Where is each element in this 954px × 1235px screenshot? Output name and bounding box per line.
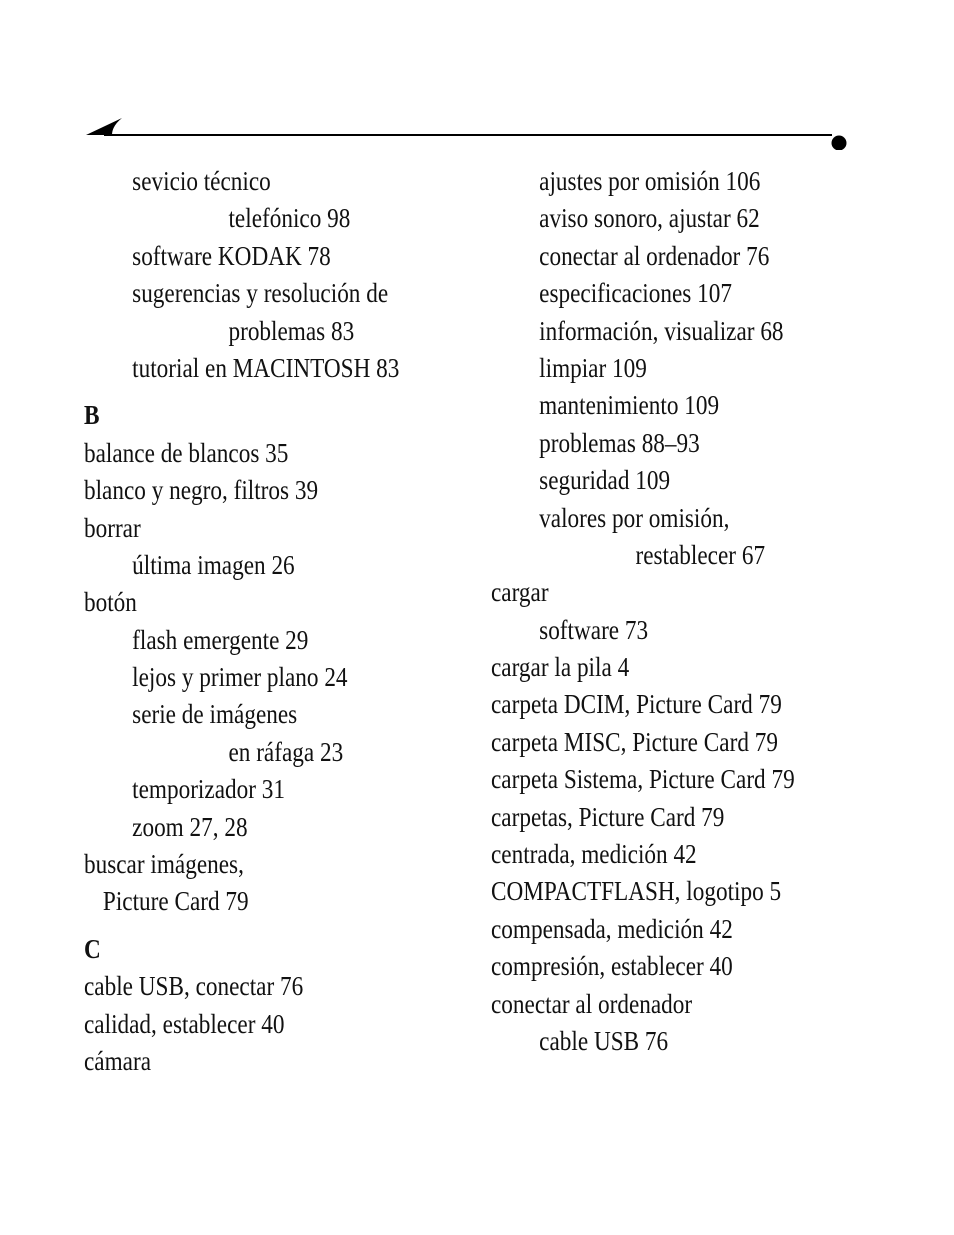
- index-entry: ajustes por omisión 106: [539, 166, 761, 196]
- index-entry: lejos y primer plano 24: [132, 662, 348, 693]
- index-entry: restablecer 67: [635, 539, 766, 570]
- index-entry: en ráfaga 23: [228, 736, 344, 767]
- header-rule: [82, 110, 852, 150]
- index-letter-heading: C: [84, 933, 101, 964]
- index-entry: borrar: [84, 512, 141, 543]
- index-entry: calidad, establecer 40: [84, 1008, 285, 1039]
- index-entry: última imagen 26: [132, 549, 295, 580]
- index-entry: COMPACTFLASH, logotipo 5: [491, 876, 782, 907]
- index-entry: problemas 88–93: [539, 427, 700, 458]
- index-entry: Picture Card 79: [102, 886, 249, 917]
- index-entry: flash emergente 29: [132, 624, 309, 655]
- index-entry: botón: [84, 587, 137, 618]
- index-entry: problemas 83: [228, 315, 355, 346]
- index-column-right: [491, 163, 871, 1060]
- index-entry: carpeta Sistema, Picture Card 79: [491, 764, 795, 795]
- index-entry: conectar al ordenador 76: [539, 240, 770, 271]
- index-entry: seguridad 109: [539, 465, 671, 496]
- index-entry: buscar imágenes,: [84, 849, 244, 880]
- index-entry: cable USB, conectar 76: [84, 971, 304, 1002]
- index-entry: compensada, medición 42: [491, 913, 733, 944]
- header-rule-graphic: [82, 110, 852, 150]
- index-entry: conectar al ordenador: [491, 988, 693, 1019]
- index-entry: sugerencias y resolución de: [132, 278, 389, 309]
- index-entry: blanco y negro, filtros 39: [84, 475, 319, 506]
- index-letter-heading: B: [84, 400, 100, 431]
- index-entry: serie de imágenes: [132, 699, 298, 730]
- index-entry: carpeta MISC, Picture Card 79: [491, 726, 778, 757]
- index-entry: tutorial en MACINTOSH 83: [132, 352, 400, 383]
- index-entry: limpiar 109: [539, 352, 647, 383]
- index-entry: sevicio técnico: [132, 166, 271, 196]
- index-entry: cargar la pila 4: [491, 652, 630, 683]
- index-entry: software KODAK 78: [132, 240, 331, 271]
- index-entry: zoom 27, 28: [132, 811, 248, 842]
- quill-tip-icon: [86, 118, 122, 135]
- index-entry: aviso sonoro, ajustar 62: [539, 203, 760, 234]
- index-column-left: [84, 163, 464, 1080]
- index-entry: valores por omisión,: [539, 502, 730, 533]
- index-entry: temporizador 31: [132, 774, 285, 805]
- index-entry: compresión, establecer 40: [491, 951, 733, 982]
- index-entry: telefónico 98: [228, 203, 351, 234]
- index-entry: carpeta DCIM, Picture Card 79: [491, 689, 782, 720]
- index-entry: carpetas, Picture Card 79: [491, 801, 725, 832]
- index-entry: centrada, medición 42: [491, 839, 697, 870]
- rule-dot-icon: [832, 136, 847, 151]
- index-entry: cargar: [491, 577, 549, 608]
- index-entry: balance de blancos 35: [84, 437, 289, 468]
- index-entry: mantenimiento 109: [539, 390, 720, 421]
- index-entry: especificaciones 107: [539, 278, 732, 309]
- index-entry: cable USB 76: [539, 1025, 669, 1056]
- index-entry: información, visualizar 68: [539, 315, 784, 346]
- index-entry: software 73: [539, 614, 649, 645]
- index-entry: cámara: [84, 1045, 152, 1076]
